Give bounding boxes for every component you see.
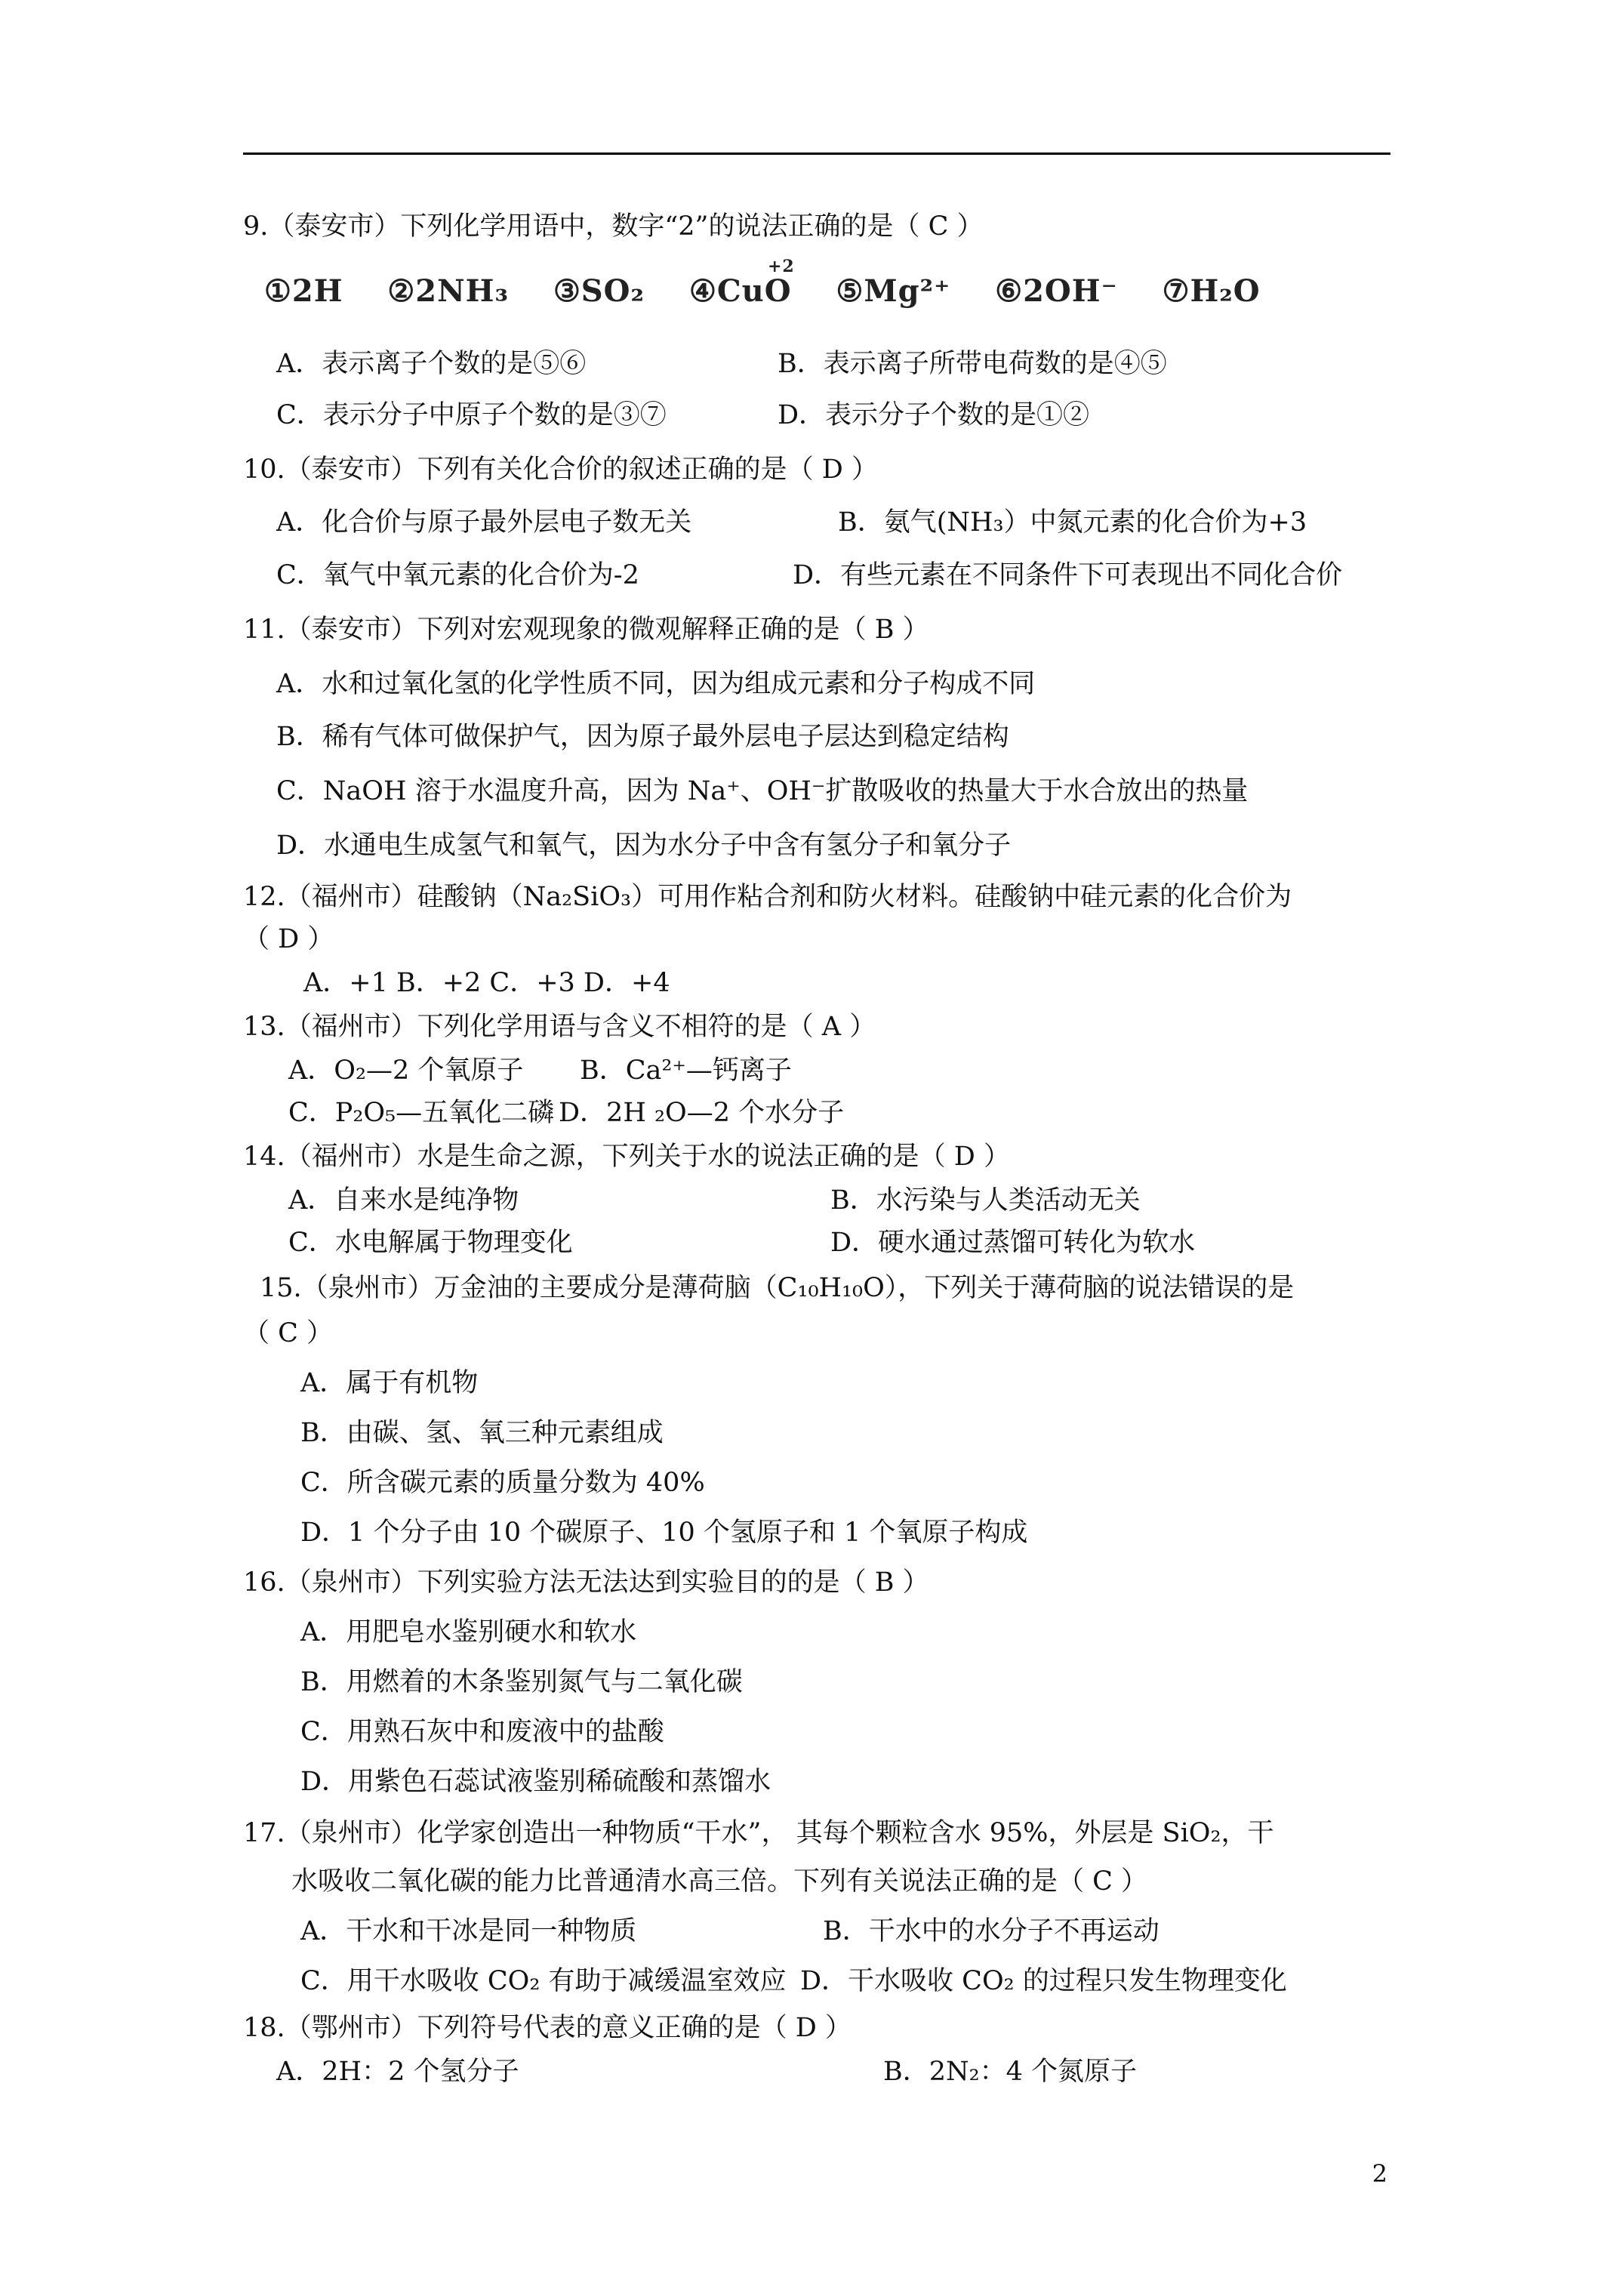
q15-option-c: C．所含碳元素的质量分数为 40% <box>300 1468 705 1498</box>
q16-stem: 16.（泉州市）下列实验方法无法达到实验目的的是（ B ） <box>243 1567 929 1598</box>
q11-option-a: A．水和过氧化氢的化学性质不同，因为组成元素和分子构成不同 <box>276 669 1036 699</box>
q9-option-d: D．表示分子个数的是①② <box>778 400 1090 430</box>
q12-stem: 12.（福州市）硅酸钠（Na₂SiO₃）可用作粘合剂和防火材料。硅酸钠中硅元素的化合价为 <box>243 882 1292 912</box>
q17-option-a: A．干水和干冰是同一种物质 <box>300 1916 637 1946</box>
q10-option-a: A．化合价与原子最外层电子数无关 <box>276 507 692 538</box>
q9-formula-1: ①2H <box>264 273 343 309</box>
q12-options: A．+1 B．+2 C．+3 D．+4 <box>303 968 670 998</box>
q18-option-a: A．2H：2 个氢分子 <box>276 2057 519 2087</box>
q9-formula-4-text: ④CuO <box>688 273 792 309</box>
q18-stem: 18.（鄂州市）下列符号代表的意义正确的是（ D ） <box>243 2013 852 2043</box>
q11-option-b: B．稀有气体可做保护气，因为原子最外层电子层达到稳定结构 <box>276 722 1009 752</box>
q13-option-d: D．2H ₂O—2 个水分子 <box>559 1098 845 1128</box>
q15-option-b: B．由碳、氢、氧三种元素组成 <box>300 1418 664 1448</box>
q17-option-b: B．干水中的水分子不再运动 <box>823 1916 1160 1946</box>
q12-stem-answer: （ D ） <box>243 924 334 954</box>
q14-stem: 14.（福州市）水是生命之源，下列关于水的说法正确的是（ D ） <box>243 1142 1010 1172</box>
q16-option-c: C．用熟石灰中和废液中的盐酸 <box>300 1717 664 1747</box>
q15-stem: 15.（泉州市）万金油的主要成分是薄荷脑（C₁₀H₁₀O），下列关于薄荷脑的说法错误的是 <box>260 1273 1295 1303</box>
q15-stem-answer: （ C ） <box>243 1318 334 1348</box>
q11-option-d: D．水通电生成氢气和氧气，因为水分子中含有氢分子和氧分子 <box>276 831 1012 861</box>
q9-formula-7: ⑦H₂O <box>1162 273 1261 309</box>
q16-option-b: B．用燃着的木条鉴别氮气与二氧化碳 <box>300 1667 743 1697</box>
q16-option-a: A．用肥皂水鉴别硬水和软水 <box>300 1617 637 1647</box>
q13-stem: 13.（福州市）下列化学用语与含义不相符的是（ A ） <box>243 1012 876 1042</box>
page-number: 2 <box>1372 2159 1387 2188</box>
q14-option-c: C．水电解属于物理变化 <box>288 1228 573 1258</box>
q9-option-c: C．表示分子中原子个数的是③⑦ <box>276 400 667 430</box>
header-rule <box>243 153 1390 155</box>
q16-option-d: D．用紫色石蕊试液鉴别稀硫酸和蒸馏水 <box>300 1767 771 1797</box>
q9-formula-row <box>264 257 1261 319</box>
q14-option-d: D．硬水通过蒸馏可转化为软水 <box>830 1228 1196 1258</box>
q9-option-b: B．表示离子所带电荷数的是④⑤ <box>778 349 1167 379</box>
q13-option-c: C．P₂O₅—五氧化二磷 <box>288 1098 555 1128</box>
q10-stem: 10.（泰安市）下列有关化合价的叙述正确的是（ D ） <box>243 455 878 485</box>
q15-option-d: D．1 个分子由 10 个碳原子、10 个氢原子和 1 个氧原子构成 <box>300 1518 1028 1548</box>
q11-stem: 11.（泰安市）下列对宏观现象的微观解释正确的是（ B ） <box>243 615 929 645</box>
q9-formula-3: ③SO₂ <box>553 273 645 309</box>
q13-option-b: B．Ca²⁺—钙离子 <box>580 1056 792 1086</box>
q10-option-c: C．氧气中氧元素的化合价为-2 <box>276 560 639 590</box>
q10-option-d: D．有些元素在不同条件下可表现出不同化合价 <box>793 560 1343 590</box>
q9-formula-6: ⑥2OH⁻ <box>995 273 1118 309</box>
q17-stem: 17.（泉州市）化学家创造出一种物质“干水”， 其每个颗粒含水 95%，外层是 SiO₂，干 <box>243 1818 1274 1848</box>
q14-option-a: A．自来水是纯净物 <box>288 1185 519 1216</box>
q14-option-b: B．水污染与人类活动无关 <box>830 1185 1141 1216</box>
q9-formula-4 <box>688 257 795 309</box>
q9-cuo-charge: +2 <box>767 257 795 276</box>
q15-option-a: A．属于有机物 <box>300 1368 479 1398</box>
q9-formula-2: ②2NH₃ <box>387 273 509 309</box>
q17-option-c: C．用干水吸收 CO₂ 有助于减缓温室效应 <box>300 1966 787 1996</box>
q13-option-a: A．O₂—2 个氧原子 <box>288 1056 524 1086</box>
q10-option-b: B．氨气(NH₃）中氮元素的化合价为+3 <box>838 507 1307 538</box>
q17-stem-line2: 水吸收二氧化碳的能力比普通清水高三倍。下列有关说法正确的是（ C ） <box>291 1866 1148 1897</box>
q9-formula-5: ⑤Mg²⁺ <box>836 273 951 309</box>
q9-stem: 9.（泰安市）下列化学用语中，数字“2”的说法正确的是（ C ） <box>243 211 984 242</box>
q17-option-d: D．干水吸收 CO₂ 的过程只发生物理变化 <box>800 1966 1287 1996</box>
q18-option-b: B．2N₂：4 个氮原子 <box>883 2057 1138 2087</box>
q11-option-c: C．NaOH 溶于水温度升高，因为 Na⁺、OH⁻扩散吸收的热量大于水合放出的热量 <box>276 776 1249 806</box>
q9-option-a: A．表示离子个数的是⑤⑥ <box>276 349 587 379</box>
